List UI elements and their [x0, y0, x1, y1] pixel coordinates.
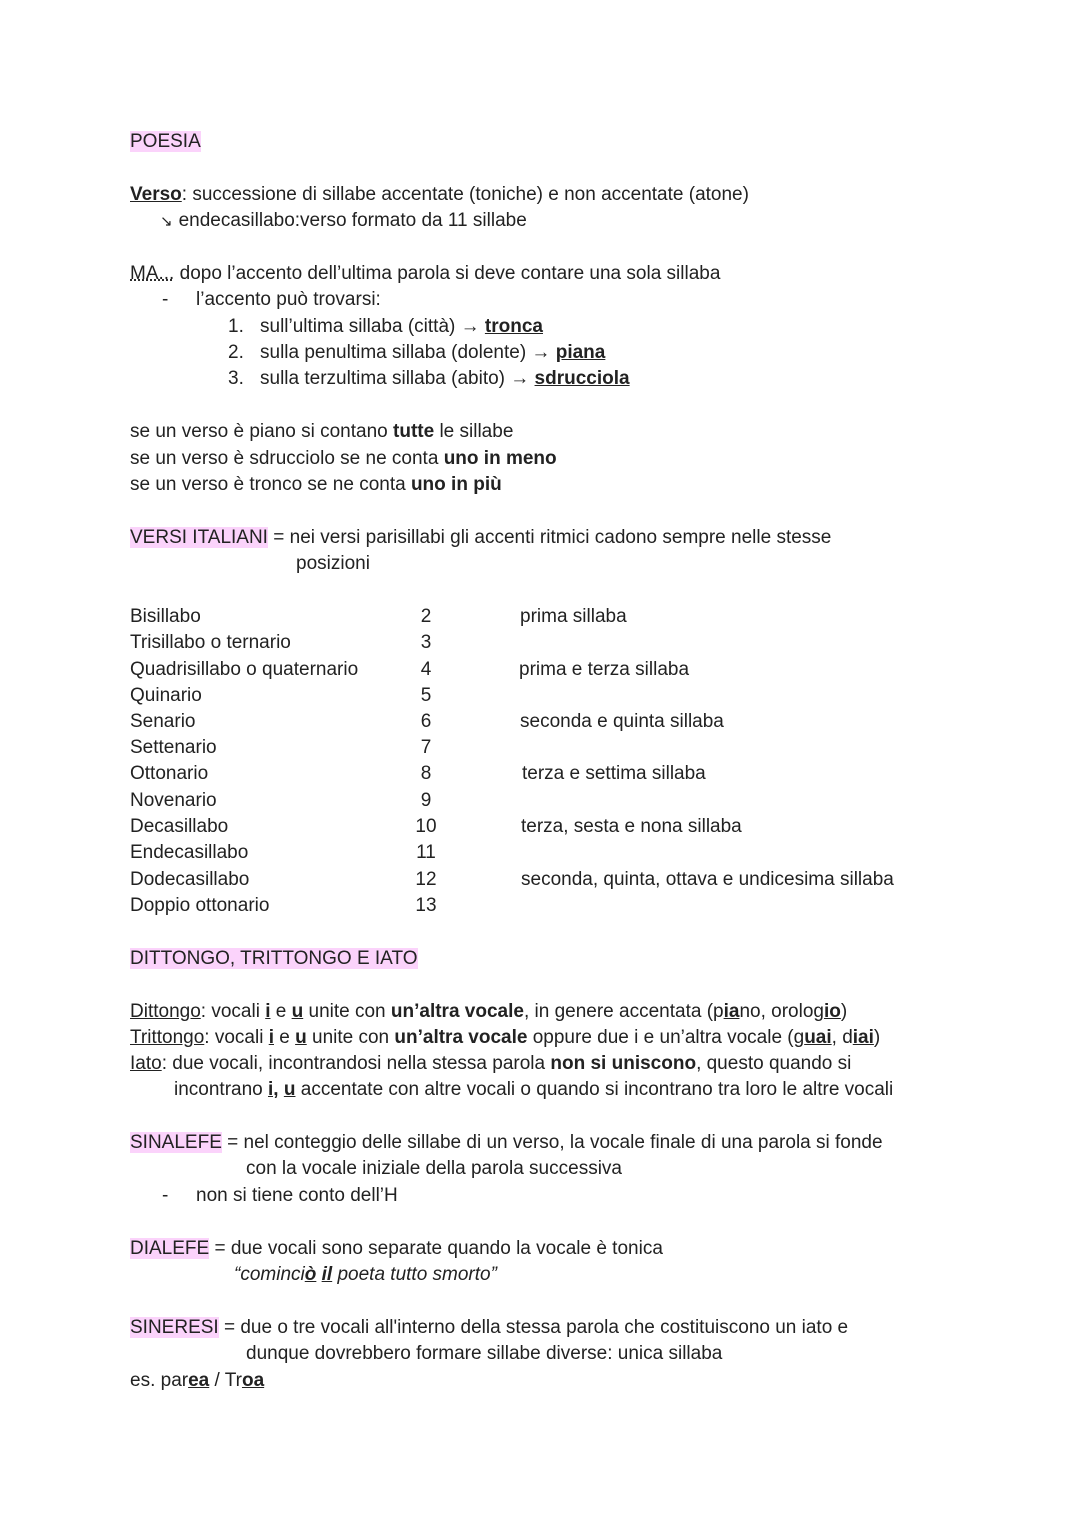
verse-syllables: 3 [420, 632, 432, 653]
sineresi-definition-cont: dunque dovrebbero formare sillabe diverse: unica sillaba [246, 1343, 723, 1364]
verse-name: Quadrisillabo o quaternario [130, 659, 359, 680]
verse-name: Ottonario [130, 763, 209, 784]
sinalefe-definition-cont: con la vocale iniziale della parola successiva [246, 1158, 622, 1179]
verso-term: Verso [130, 184, 182, 205]
accento-intro: l’accento può trovarsi: [196, 289, 381, 310]
verse-accents: prima sillaba [520, 606, 627, 627]
accento-dash: - [162, 289, 169, 310]
verse-syllables: 10 [415, 816, 437, 837]
dialefe-title: DIALEFE [130, 1238, 210, 1259]
sinalefe-dash: - [162, 1185, 169, 1206]
counting-rule: se un verso è sdrucciolo se ne conta uno in meno [130, 448, 557, 469]
accent-position-item: 2. sulla penultima sillaba (dolente) → piana [228, 342, 606, 363]
verse-syllables: 4 [420, 659, 432, 680]
sineresi-title: SINERESI [130, 1317, 219, 1338]
arrow-down-right-icon: ↘ [160, 213, 173, 230]
versi-italiani-definition: VERSI ITALIANI = nei versi parisillabi gli accenti ritmici cadono sempre nelle stesse [130, 527, 832, 548]
dialefe-definition: DIALEFE = due vocali sono separate quando la vocale è tonica [130, 1238, 663, 1259]
verse-syllables: 13 [415, 895, 437, 916]
verse-name: Bisillabo [130, 606, 201, 627]
verse-name: Doppio ottonario [130, 895, 270, 916]
verse-accents: prima e terza sillaba [519, 659, 690, 680]
dittongo-section-title: DITTONGO, TRITTONGO E IATO [130, 948, 418, 969]
trittongo-definition: Trittongo: vocali i e u unite con un’altra vocale oppure due i e un’altra vocale (guai, diai) [130, 1027, 881, 1048]
verse-syllables: 9 [420, 790, 432, 811]
sinalefe-title: SINALEFE [130, 1132, 222, 1153]
endecasillabo-note: ↘ endecasillabo:verso formato da 11 sillabe [160, 210, 527, 231]
verse-syllables: 7 [420, 737, 432, 758]
verse-name: Dodecasillabo [130, 869, 250, 890]
counting-rule: se un verso è piano si contano tutte le sillabe [130, 421, 514, 442]
accent-position-item: 3. sulla terzultima sillaba (abito) → sdrucciola [228, 368, 630, 389]
verse-accents: seconda, quinta, ottava e undicesima sillaba [521, 869, 894, 890]
verse-accents: terza e settima sillaba [522, 763, 706, 784]
verse-name: Decasillabo [130, 816, 229, 837]
counting-rule: se un verso è tronco se ne conta uno in più [130, 474, 502, 495]
verse-name: Trisillabo o ternario [130, 632, 291, 653]
sineresi-definition: SINERESI = due o tre vocali all'interno della stessa parola che costituiscono un iato e [130, 1317, 849, 1338]
verse-syllables: 2 [420, 606, 432, 627]
verse-syllables: 12 [415, 869, 437, 890]
sinalefe-note: non si tiene conto dell’H [196, 1185, 398, 1206]
verso-definition: Verso: successione di sillabe accentate (toniche) e non accentate (atone) [130, 184, 749, 205]
verse-syllables: 6 [420, 711, 432, 732]
versi-italiani-definition-cont: posizioni [296, 553, 370, 574]
verse-name: Settenario [130, 737, 217, 758]
dialefe-example: “cominciò il poeta tutto smorto” [234, 1264, 497, 1285]
ma-note: MA... dopo l’accento dell’ultima parola si deve contare una sola sillaba [130, 263, 721, 284]
iato-definition-cont: incontrano i, u accentate con altre vocali o quando si incontrano tra loro le altre vocali [174, 1079, 894, 1100]
sinalefe-definition: SINALEFE = nel conteggio delle sillabe di un verso, la vocale finale di una parola si fonde [130, 1132, 883, 1153]
iato-definition: Iato: due vocali, incontrandosi nella stessa parola non si uniscono, questo quando si [130, 1053, 852, 1074]
verse-name: Senario [130, 711, 196, 732]
verse-name: Quinario [130, 685, 202, 706]
verse-syllables: 8 [420, 763, 432, 784]
verse-syllables: 5 [420, 685, 432, 706]
sineresi-example: es. parea / Troa [130, 1370, 265, 1391]
poesia-section-title: POESIA [130, 131, 201, 152]
versi-italiani-title: VERSI ITALIANI [130, 527, 268, 548]
verse-accents: seconda e quinta sillaba [520, 711, 724, 732]
verse-accents: terza, sesta e nona sillaba [521, 816, 742, 837]
verse-syllables: 11 [416, 842, 436, 863]
dittongo-definition: Dittongo: vocali i e u unite con un’altra vocale, in genere accentata (piano, orologio) [130, 1001, 848, 1022]
verse-name: Endecasillabo [130, 842, 249, 863]
verse-name: Novenario [130, 790, 217, 811]
accent-position-item: 1. sull’ultima sillaba (città) → tronca [228, 316, 543, 337]
